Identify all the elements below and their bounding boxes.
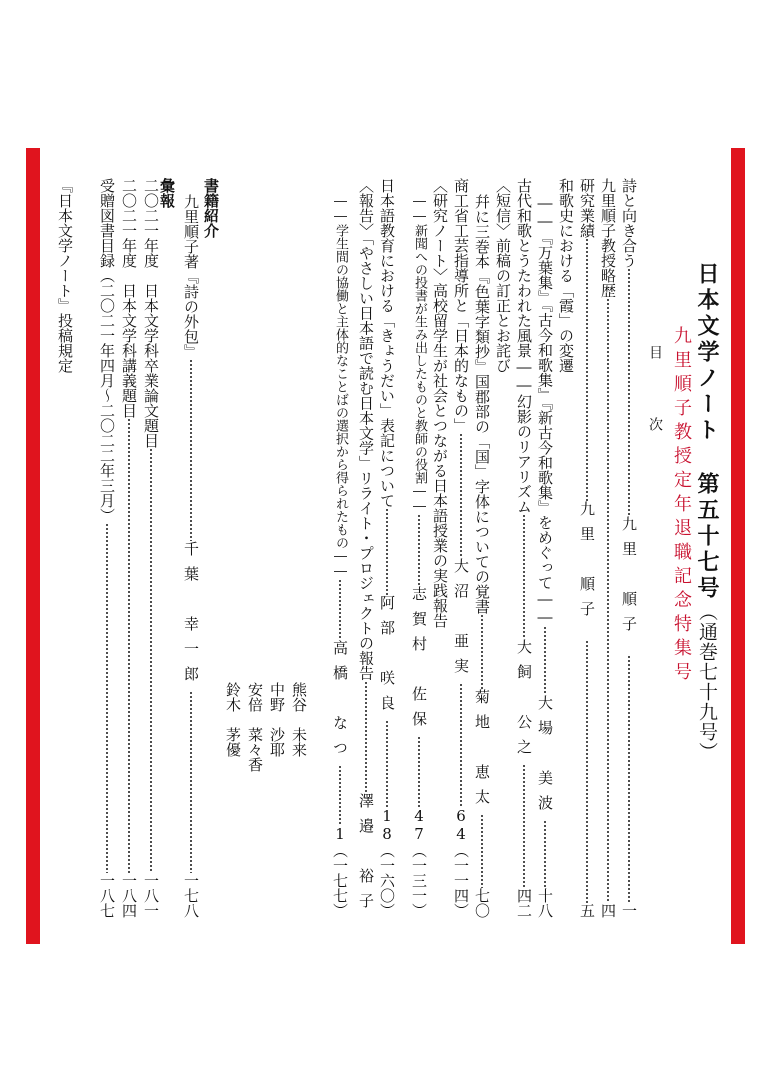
record-page: 一八四 <box>120 873 138 918</box>
entry-page: 四二 <box>515 888 533 918</box>
entry-title: 〈短信〉前稿の訂正とお詫び <box>494 178 512 373</box>
entry-title: 〈研究ノート〉高校留学生が社会とつながる日本語授業の実践報告 <box>431 178 449 628</box>
toc-entry <box>351 178 373 918</box>
total-issue: （通巻七十九号） <box>696 602 718 762</box>
leader-dots <box>579 238 594 501</box>
entry-author: 九里 順子 <box>620 516 638 641</box>
book-section-label: 書籍紹介 <box>202 178 220 238</box>
record-page: 一八一 <box>142 873 160 918</box>
entry-page: 四 <box>599 903 617 918</box>
left-red-bar <box>26 148 40 944</box>
magazine-title-block <box>692 262 723 822</box>
book-entry <box>176 178 198 918</box>
entry-author: 高橋 なつ <box>331 639 349 765</box>
right-red-bar <box>731 148 745 944</box>
leader-dots <box>332 579 347 640</box>
magazine-title: 日本文学ノート <box>694 262 720 444</box>
leader-dots <box>358 681 373 794</box>
leader-dots <box>516 514 531 639</box>
leader-dots <box>379 508 394 595</box>
book-author: 千葉 幸一郎 <box>182 541 200 691</box>
book-page: 一七八 <box>182 873 200 918</box>
leader-dots <box>516 764 531 889</box>
leader-dots <box>332 765 347 826</box>
toc-entry <box>467 178 489 918</box>
leader-dots <box>474 614 489 689</box>
entry-author: 大沼 亜実 <box>452 557 470 683</box>
record-title: 二〇二一年度 日本文学科卒業論文題目 <box>142 178 160 448</box>
leader-dots <box>537 820 552 889</box>
leader-dots <box>453 683 468 808</box>
toc-entry <box>551 178 573 918</box>
entry-author: 九里 順子 <box>578 501 596 626</box>
leader-dots <box>121 418 136 873</box>
toc-entry <box>425 178 447 918</box>
entry-page: 十八 <box>536 888 554 918</box>
entry-page: 18（一六〇） <box>378 807 396 918</box>
entry-page: 1（一七七） <box>331 825 349 918</box>
toc-label: 目 次 <box>647 345 663 453</box>
co-author: 鈴木 茅優 <box>224 682 242 757</box>
entry-title: ――学生間の協働と主体的なことばの選択から得られたもの―― <box>333 194 348 579</box>
co-author: 中野 沙耶 <box>268 682 286 757</box>
toc-entry <box>488 178 510 918</box>
leader-dots <box>143 448 158 873</box>
leader-dots <box>474 814 489 889</box>
entry-title: ――新聞への投書が生み出したものと教師の役割―― <box>412 194 427 514</box>
leader-dots <box>99 523 114 873</box>
issue-number: 第五十七号 <box>694 472 720 602</box>
entry-page: 七〇 <box>473 888 491 918</box>
entry-title: 〈報告〉「やさしい日本語で読む日本文学」リライト・プロジェクトの報告 <box>357 178 375 681</box>
entry-author: 澤邉 裕子 <box>357 793 375 918</box>
record-title: 受贈図書目録（二〇二一年四月〜二〇二二年三月） <box>98 178 116 523</box>
book-title: 九里順子著『詩の外包』 <box>182 194 200 359</box>
toc-entry <box>325 178 347 918</box>
entry-page: 一 <box>620 903 638 918</box>
special-issue-title: 九里順子教授定年退職記念特集号 <box>671 326 692 686</box>
submission-rules: 『日本文学ノート』投稿規定 <box>56 178 74 373</box>
entry-title: 詩と向き合う <box>620 178 638 268</box>
toc-entry <box>593 178 615 918</box>
entry-page: 64（一一四） <box>452 807 470 918</box>
entry-author: 志賀村 佐保 <box>410 585 428 736</box>
leader-dots <box>379 720 394 807</box>
leader-dots <box>183 691 198 873</box>
toc-entry <box>372 178 394 918</box>
records-label: 彙報 <box>158 178 176 208</box>
toc-entry <box>572 178 594 918</box>
record-item <box>92 178 114 918</box>
entry-author: 菊地 恵太 <box>473 688 491 814</box>
entry-author: 阿部 咲良 <box>378 595 396 720</box>
leader-dots <box>600 298 615 903</box>
record-item <box>114 178 136 918</box>
record-title: 二〇二一年度 日本文学科講義題目 <box>120 178 138 418</box>
toc-entry <box>446 178 468 918</box>
co-author: 安倍 菜々香 <box>246 682 264 772</box>
toc-entry <box>509 178 531 918</box>
entry-title: 和歌史における「霞」の変遷 <box>557 178 575 373</box>
toc-entry <box>530 178 552 918</box>
entry-title: 九里順子教授略歴 <box>599 178 617 298</box>
entry-title: ――『万葉集』『古今和歌集』『新古今和歌集』をめぐって―― <box>536 194 554 626</box>
entry-title: 古代和歌とうたわれた風景――幻影のリアリズム <box>515 178 533 514</box>
leader-dots <box>411 736 426 808</box>
leader-dots <box>453 433 468 558</box>
toc-entry <box>614 178 636 918</box>
co-author: 熊谷 未来 <box>290 682 308 757</box>
entry-page: 五 <box>578 903 596 918</box>
entry-page: 47（一三一） <box>410 807 428 918</box>
record-item <box>136 178 158 918</box>
leader-dots <box>621 655 636 903</box>
leader-dots <box>411 514 426 586</box>
leader-dots <box>183 359 198 541</box>
entry-title: 日本語教育における「きょうだい」表記について <box>378 178 396 508</box>
record-page: 一八七 <box>98 873 116 918</box>
leader-dots <box>537 626 552 695</box>
entry-title: 商工省工芸指導所と「日本的なもの」 <box>452 178 470 433</box>
leader-dots <box>579 640 594 903</box>
entry-author: 大飼 公之 <box>515 638 533 764</box>
entry-title: 幷に三巻本『色葉字類抄』国郡部の「国」字体についての覚書 <box>473 194 491 614</box>
leader-dots <box>621 268 636 516</box>
entry-author: 大場 美波 <box>536 694 554 820</box>
toc-entry <box>404 178 426 918</box>
entry-title: 研究業績 <box>578 178 596 238</box>
